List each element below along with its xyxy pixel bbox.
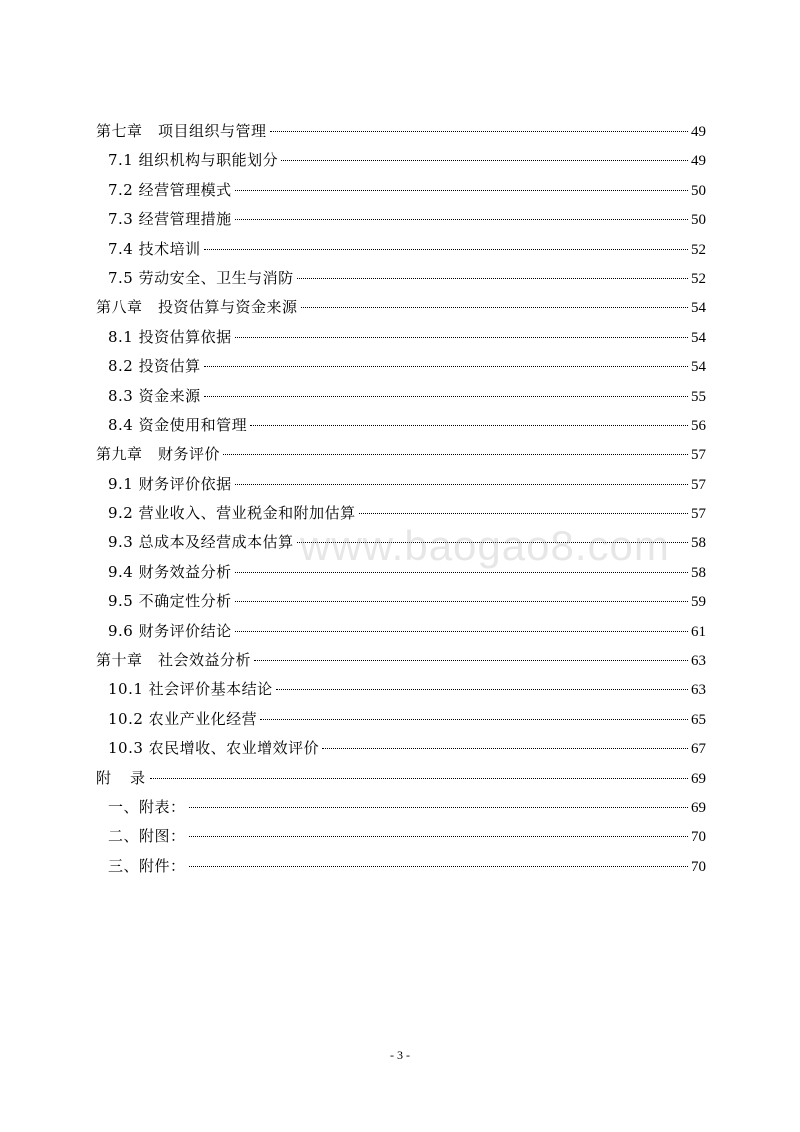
toc-entry-page: 49 xyxy=(691,153,706,170)
toc-entry[interactable] xyxy=(96,293,706,322)
toc-entry-page: 54 xyxy=(691,329,706,346)
toc-dot-leader xyxy=(359,513,688,514)
toc-entry-label: 10.1 社会评价基本结论 xyxy=(108,680,273,699)
toc-entry-page: 54 xyxy=(691,300,706,317)
toc-entry-label: 9.1 财务评价依据 xyxy=(108,474,232,493)
toc-entry[interactable] xyxy=(96,793,706,822)
toc-entry-label: 第八章 投资估算与资金来源 xyxy=(96,298,298,317)
toc-dot-leader xyxy=(250,425,688,426)
toc-entry-label: 三、附件： xyxy=(108,856,186,875)
toc-entry-label: 9.6 财务评价结论 xyxy=(108,621,232,640)
toc-entry[interactable] xyxy=(96,558,706,587)
toc-entry-page: 69 xyxy=(691,799,706,816)
toc-entry-page: 65 xyxy=(691,711,706,728)
toc-dot-leader xyxy=(254,660,688,661)
toc-entry-label: 8.4 资金使用和管理 xyxy=(108,415,248,434)
toc-entry-label: 7.3 经营管理措施 xyxy=(108,210,232,229)
toc-entry-page: 61 xyxy=(691,623,706,640)
toc-entry-page: 57 xyxy=(691,476,706,493)
toc-dot-leader xyxy=(189,836,688,837)
toc-dot-leader xyxy=(235,601,688,602)
toc-entry-page: 56 xyxy=(691,417,706,434)
toc-dot-leader xyxy=(281,160,688,161)
toc-entry-label: 8.1 投资估算依据 xyxy=(108,327,232,346)
toc-dot-leader xyxy=(204,249,688,250)
toc-dot-leader xyxy=(301,307,688,308)
toc-dot-leader xyxy=(235,572,688,573)
toc-entry-page: 70 xyxy=(691,858,706,875)
toc-entry-label: 10.2 农业产业化经营 xyxy=(108,709,258,728)
toc-entry[interactable] xyxy=(96,264,706,293)
watermark: www.baogao8.com xyxy=(300,522,670,569)
toc-entry-page: 59 xyxy=(691,594,706,611)
toc-entry-page: 63 xyxy=(691,682,706,699)
toc-entry-page: 57 xyxy=(691,447,706,464)
toc-entry-label: 二、附图： xyxy=(108,827,186,846)
toc-entry-label: 一、附表： xyxy=(108,797,186,816)
toc-entry-label: 9.5 不确定性分析 xyxy=(108,592,232,611)
toc-entry-label: 附 录 xyxy=(96,768,148,787)
toc-entry-label: 7.4 技术培训 xyxy=(108,239,201,258)
toc-entry-page: 58 xyxy=(691,535,706,552)
toc-entry[interactable] xyxy=(96,323,706,352)
toc-dot-leader xyxy=(235,337,688,338)
toc-entry[interactable] xyxy=(96,499,706,528)
toc-entry-page: 55 xyxy=(691,388,706,405)
toc-dot-leader xyxy=(270,131,688,132)
toc-entry-label: 8.3 资金来源 xyxy=(108,386,201,405)
toc-entry[interactable] xyxy=(96,646,706,675)
toc-entry-page: 70 xyxy=(691,829,706,846)
toc-dot-leader xyxy=(150,778,688,779)
toc-entry-label: 第七章 项目组织与管理 xyxy=(96,122,267,140)
toc-entry[interactable] xyxy=(96,352,706,381)
toc-dot-leader xyxy=(297,542,688,543)
toc-dot-leader xyxy=(204,366,688,367)
toc-entry-page: 63 xyxy=(691,653,706,670)
toc-dot-leader xyxy=(189,807,688,808)
toc-entry-page: 49 xyxy=(691,124,706,140)
toc-dot-leader xyxy=(260,719,688,720)
toc-dot-leader xyxy=(235,190,688,191)
toc-entry-label: 9.4 财务效益分析 xyxy=(108,562,232,581)
toc-entry-page: 52 xyxy=(691,241,706,258)
toc-entry[interactable] xyxy=(96,675,706,704)
toc-entry[interactable] xyxy=(96,117,706,146)
toc-entry-label: 第十章 社会效益分析 xyxy=(96,651,252,670)
toc-entry[interactable] xyxy=(96,852,706,881)
toc-entry-page: 57 xyxy=(691,506,706,523)
toc-entry-label: 第九章 财务评价 xyxy=(96,445,221,464)
toc-dot-leader xyxy=(204,396,688,397)
toc-dot-leader xyxy=(223,454,688,455)
toc-entry[interactable] xyxy=(96,176,706,205)
toc-entry-label: 9.3 总成本及经营成本估算 xyxy=(108,533,294,552)
toc-entry[interactable] xyxy=(96,382,706,411)
toc-entry[interactable] xyxy=(96,411,706,440)
toc-entry-page: 52 xyxy=(691,270,706,287)
toc-entry-page: 58 xyxy=(691,564,706,581)
toc-dot-leader xyxy=(297,278,688,279)
toc-dot-leader xyxy=(322,748,688,749)
toc-entry-page: 67 xyxy=(691,741,706,758)
toc-entry-label: 10.3 农民增收、农业增效评价 xyxy=(108,739,320,758)
toc-entry[interactable] xyxy=(96,705,706,734)
table-of-contents xyxy=(96,117,706,881)
page-number: - 3 - xyxy=(390,1048,410,1062)
toc-dot-leader xyxy=(276,689,688,690)
toc-dot-leader xyxy=(235,219,688,220)
toc-entry[interactable] xyxy=(96,235,706,264)
toc-entry[interactable] xyxy=(96,617,706,646)
toc-entry[interactable] xyxy=(96,470,706,499)
toc-entry-label: 8.2 投资估算 xyxy=(108,357,201,376)
toc-entry[interactable] xyxy=(96,764,706,793)
toc-entry[interactable] xyxy=(96,734,706,763)
toc-entry-label: 9.2 营业收入、营业税金和附加估算 xyxy=(108,504,356,523)
toc-entry-label: 7.1 组织机构与职能划分 xyxy=(108,151,279,170)
toc-entry-page: 54 xyxy=(691,359,706,376)
toc-entry[interactable] xyxy=(96,822,706,851)
toc-entry[interactable] xyxy=(96,205,706,234)
toc-dot-leader xyxy=(235,484,688,485)
toc-entry-label: 7.5 劳动安全、卫生与消防 xyxy=(108,268,294,287)
toc-entry-page: 50 xyxy=(691,212,706,229)
toc-dot-leader xyxy=(189,866,688,867)
toc-entry[interactable] xyxy=(96,587,706,616)
toc-dot-leader xyxy=(235,631,688,632)
toc-entry-label: 7.2 经营管理模式 xyxy=(108,180,232,199)
toc-entry-page: 69 xyxy=(691,770,706,787)
toc-entry[interactable] xyxy=(96,440,706,469)
toc-entry-page: 50 xyxy=(691,182,706,199)
toc-entry[interactable] xyxy=(96,528,706,557)
toc-entry[interactable] xyxy=(96,146,706,175)
